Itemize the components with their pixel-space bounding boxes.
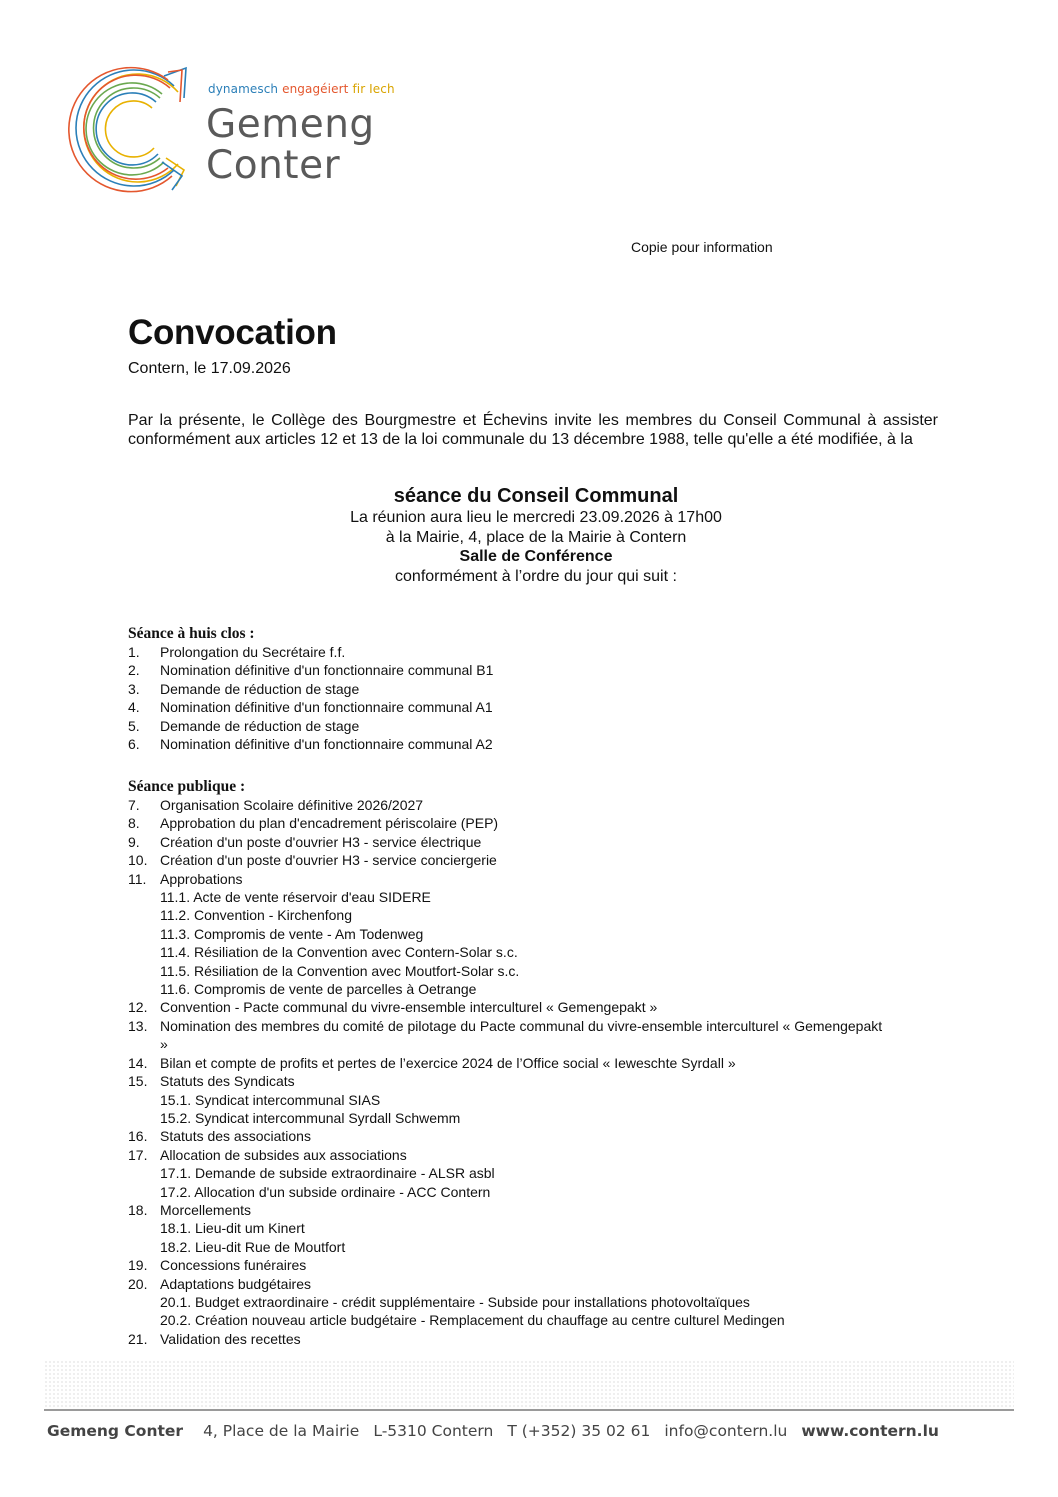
agenda-item [128,1054,948,1072]
place-date: Contern, le 17.09.2026 [128,360,291,377]
agenda-sub-item: 17.1. Demande de subside extraordinaire - ALSR asbl [160,1165,495,1182]
agenda-sub-item: 11.3. Compromis de vente - Am Todenweg [160,925,424,942]
agenda-item-text: Adaptations budgétaires [160,1275,311,1292]
agenda-sub-item: 15.1. Syndicat intercommunal SIAS [160,1091,381,1108]
public-session [128,778,948,1348]
agenda-item-number: 21. [128,1330,148,1347]
agenda-item [128,814,948,832]
agenda-item-number: 20. [128,1275,148,1292]
closed-session-list [128,643,948,753]
agenda-item-number: 2. [128,662,140,679]
agenda-item [128,1330,948,1348]
agenda-item-number: 7. [128,797,140,813]
agenda-item-number: 12. [128,999,148,1016]
agenda-item-number: 16. [128,1128,148,1145]
agenda-item [128,1017,948,1054]
agenda-sub-item: 20.1. Budget extraordinaire - crédit supplémentaire - Subside pour installations photovoltaïques [160,1293,750,1310]
agenda-item-text: Validation des recettes [160,1330,301,1347]
agenda-item-text: Concessions funéraires [160,1257,307,1274]
footer-divider [44,1409,1014,1411]
session-room: Salle de Conférence [459,548,613,565]
agenda-item-text: Statuts des associations [160,1128,311,1145]
agenda-item [128,1256,948,1274]
agenda-item-text: Organisation Scolaire définitive 2026/2027 [160,797,424,813]
session-heading: séance du Conseil Communal [393,485,679,507]
agenda-item-number: 4. [128,699,140,716]
footer-pattern [44,1360,1014,1408]
agenda-item-number: 3. [128,680,140,697]
session-agenda-intro: conformément à l’ordre du jour qui suit : [395,567,677,585]
brand-name-line-1: Gemeng [206,102,375,147]
agenda-item-text: Nomination définitive d'un fonctionnaire communal B1 [160,662,494,679]
agenda-item-number: 1. [128,644,140,660]
agenda-item-number: 11. [128,870,147,887]
agenda-sub-item: 11.5. Résiliation de la Convention avec Moutfort-Solar s.c. [160,962,520,979]
agenda-item-text: Nomination des membres du comité de pilotage du Pacte communal du vivre-ensemble interculturel « Gemengepakt » [160,1017,883,1053]
agenda-item [128,1275,948,1293]
agenda-sub-item: 11.2. Convention - Kirchenfong [160,907,352,924]
agenda-item [128,1201,948,1219]
agenda-item [128,1127,948,1145]
agenda-item [128,1072,948,1090]
agenda-item [128,833,948,851]
agenda-item [128,643,948,661]
public-session-list [128,796,948,1348]
agenda-item [128,796,948,814]
footer-email: info@contern.lu [664,1422,788,1440]
agenda-item [128,851,948,869]
agenda-item-text: Statuts des Syndicats [160,1073,295,1090]
agenda-item-text: Demande de réduction de stage [160,717,360,734]
footer-address: 4, Place de la Mairie [203,1422,360,1440]
footer [47,1422,939,1440]
agenda-item-text: Prolongation du Secrétaire f.f. [160,644,346,660]
agenda-item-text: Création d'un poste d'ouvrier H3 - service conciergerie [160,852,497,869]
agenda-item-text: Approbation du plan d'encadrement périscolaire (PEP) [160,815,499,832]
agenda-sub-item: 11.4. Résiliation de la Convention avec Contern-Solar s.c. [160,944,518,961]
agenda-item [128,870,948,888]
agenda-item-number: 13. [128,1017,148,1034]
agenda-item-text: Approbations [160,870,243,887]
agenda-item-number: 8. [128,815,140,832]
agenda-item-number: 19. [128,1257,148,1274]
session-datetime: La réunion aura lieu le mercredi 23.09.2026 à 17h00 [350,509,722,526]
agenda-item [128,1146,948,1164]
tagline [208,82,399,96]
agenda-sub-item: 17.2. Allocation d'un subside ordinaire - ACC Contern [160,1183,491,1200]
agenda-sub-item: 20.2. Création nouveau article budgétaire - Remplacement du chauffage au centre culturel Medingen [160,1312,785,1329]
footer-postal: L-5310 Contern [373,1422,494,1440]
agenda-item-number: 6. [128,736,140,753]
agenda-sub-item: 18.1. Lieu-dit um Kinert [160,1220,305,1237]
copy-note: Copie pour information [631,239,773,255]
agenda-item-number: 18. [128,1201,148,1218]
agenda-item-number: 17. [128,1146,148,1163]
session-block [128,484,944,586]
logo [56,58,396,198]
agenda-item-text: Bilan et compte de profits et pertes de l’exercice 2024 de l’Office social « Ieweschte Syrdall » [160,1054,736,1071]
closed-session [128,625,948,753]
session-location: à la Mairie, 4, place de la Mairie à Contern [385,528,687,546]
agenda-item-text: Nomination définitive d'un fonctionnaire communal A1 [160,699,493,716]
agenda-item-number: 5. [128,717,140,734]
brand-name-line-2: Conter [206,143,341,188]
agenda-sub-item: 11.6. Compromis de vente de parcelles à Oetrange [160,981,477,998]
document-title: Convocation [128,313,337,352]
footer-organization: Gemeng Conter [47,1422,184,1440]
public-session-title: Séance publique : [128,778,246,795]
agenda-item-number: 10. [128,852,148,869]
tagline-word-3: fir Iech [352,82,395,96]
agenda-item [128,998,948,1016]
agenda-item-number: 15. [128,1073,148,1090]
agenda-item-number: 14. [128,1054,148,1071]
intro-paragraph: Par la présente, le Collège des Bourgmestre et Échevins invite les membres du Conseil Communal à assister conformément aux articles 12 et 13 de la loi communale du 13 décembre 1988, telle qu'elle a été modifiée, à la [128,412,938,448]
agenda-item-text: Morcellements [160,1201,252,1218]
gemeng-conter-c-logo-icon [56,58,196,198]
agenda-item [128,661,948,679]
footer-website: www.contern.lu [801,1422,939,1440]
agenda-sub-item: 18.2. Lieu-dit Rue de Moutfort [160,1238,346,1255]
agenda-item-text: Création d'un poste d'ouvrier H3 - service électrique [160,833,482,850]
closed-session-title: Séance à huis clos : [128,625,255,642]
agenda-item [128,717,948,735]
agenda-item-text: Allocation de subsides aux associations [160,1146,407,1163]
tagline-word-1: dynamesch [208,82,279,96]
agenda-item [128,735,948,753]
footer-phone: T (+352) 35 02 61 [507,1422,651,1440]
agenda-item-text: Nomination définitive d'un fonctionnaire communal A2 [160,736,493,753]
tagline-word-2: engagéiert [282,82,349,96]
agenda-item-text: Demande de réduction de stage [160,680,360,697]
agenda-item-number: 9. [128,833,140,850]
agenda-sub-item: 15.2. Syndicat intercommunal Syrdall Schwemm [160,1109,461,1126]
agenda-sub-item: 11.1. Acte de vente réservoir d'eau SIDERE [160,889,431,906]
agenda-item-text: Convention - Pacte communal du vivre-ensemble interculturel « Gemengepakt » [160,999,658,1016]
brand-name [206,104,375,186]
agenda-item [128,680,948,698]
agenda-item [128,698,948,716]
